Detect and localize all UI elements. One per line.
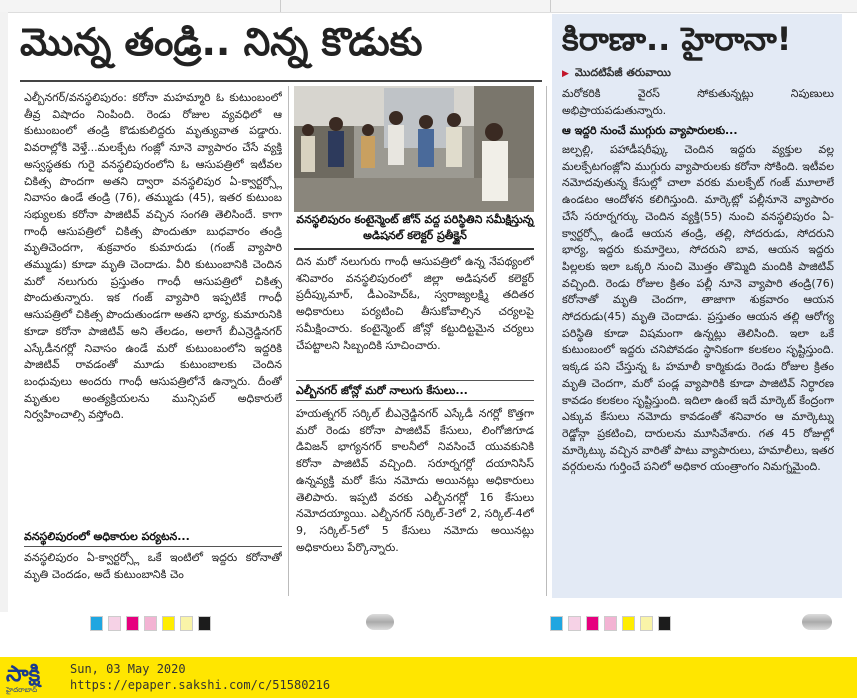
color-swatch [198, 616, 211, 631]
article-column-1-tail [24, 550, 282, 586]
color-swatch [658, 616, 671, 631]
color-swatch [108, 616, 121, 631]
color-swatch [180, 616, 193, 631]
color-swatch [550, 616, 563, 631]
logo-mark: సాక్షి [6, 662, 41, 687]
column-divider [546, 86, 547, 596]
color-swatch [144, 616, 157, 631]
footer-url[interactable]: https://epaper.sakshi.com/c/51580216 [70, 678, 331, 692]
page-gutter [0, 12, 8, 612]
top-strip-segment [30, 0, 281, 12]
subheading: ఎల్బీనగర్ జోన్లో మరో నాలుగు కేసులు... [296, 384, 468, 397]
registration-pill [366, 614, 394, 630]
color-swatch [90, 616, 103, 631]
byline [562, 66, 671, 82]
article-paragraph: జల్పల్లి, పహాడీషరీఫ్కు చెందిన ఇద్దరు వ్యక్తుల వల్ల మలక్పేటగంజ్లోని ముగ్గురు వ్యాపారులకు కరోనా సోకింది. ఇటీవల నమోదవుతున్న కేసుల్లో చాలా వరకు మలక్పేట్ గంజ్ మూలాలే ఉండటం ఆందోళన కలిగిస్తుంది. మార్కెట్లో పల్లీనూనె వ్యాపారం చేసే సరూర్నగర్కు చెందిన వ్యక్తి(55) నుంచి వనస్థలిపురం ఏ-క్వార్టర్స్లో ఉండే ఆయన తండ్రి, తల్లి, సోదరుడు, సోదరుని భార్య, ఇద్దరు కుమార్తెలు, సోదరుని బావ, ఆయన ఇద్దరు పిల్లలకు ఇలా ఒక్కరి నుంచి మొత్తం తొమ్మిది మందికి పాజిటివ్ వచ్చింది. రెండు రోజుల క్రితం పల్లీ నూనె వ్యాపారి తండ్రి(76) కరోనాతో మృతి చెందగా, తాజాగా శుక్రవారం ఆయన సోదరుడు(45) మృతి చెందాడు. ప్రస్తుతం ఆయన తల్లి ఆరోగ్య పరిస్థితి కూడా విషమంగా ఉన్నట్లు తెలిసింది. ఇలా ఒకే కుటుంబంలో ఇద్దరు చనిపోవడం స్థానికంగా కలకలం సృష్టిస్తుంది. ఇక్కడ పని చేస్తున్న ఓ హమాలీ కార్మికుడు రెండు రోజుల క్రితం మృతి చెందగా, మరో పండ్ల వ్యాపారికి కూడా పాజిటివ్ నిర్ధారణ కావడం కలకలం సృష్టిస్తుంది. ఇదిలా ఉంటే ఇదే మార్కెట్ కేంద్రంగా ఎక్కువ కేసులు నమోదు కావడంతో శనివారం ఆ మార్కెట్ను రెడ్జోన్గా ప్రకటించి, దారులను మూసివేశారు. గత 45 రోజుల్లో మార్కెట్కు వచ్చిన వారితో పాటు వ్యాపారులు, హమాలీలు, ఇతర వర్గరులను గుర్తించే పనిలో అధికార యంత్రాంగం నిమగ్నమైంది. [562, 143, 834, 474]
byline-text: మొదటిపేజీ తరువాయి [574, 66, 671, 79]
article-paragraph: మరోకరికి వైరస్ సోకుతున్నట్లు నిపుణులు అభిప్రాయపడుతున్నారు. [562, 87, 834, 117]
article-paragraph: హయత్నగర్ సర్కిల్ బీఎన్రెడ్డినగర్ ఎస్కేడీ నగర్లో కొత్తగా మరో రెండు కరోనా పాజిటివ్ కేసులు, లింగోజిగూడ డివిజన్ భాగ్యనగర్ కాలనీలో నివసించే యువకునికి కరోనా పాజిటివ్ వచ్చింది. సరూర్నగర్లో దయానిసిస్ ఉన్నవ్యక్తి మరో కేసు నమోదు అయినట్లు అధికారులు తెలిపారు. ఇప్పటి వరకు ఎల్బీనగర్లో 16 కేసులు నమోదయ్యాయి. ఎల్బీనగర్ సర్కిల్-3లో 2, సర్కిల్-4లో 9, సర్కిల్-5లో 5 కేసులు నమోదు అయినట్లు అధికారులు పేర్కొన్నారు. [296, 407, 534, 554]
subheading-rule [296, 400, 534, 401]
color-swatch [622, 616, 635, 631]
color-registration-bar [90, 616, 216, 631]
color-swatch [568, 616, 581, 631]
headline-rule [20, 80, 542, 82]
article-paragraph: వనస్థలిపురం ఏ-క్వార్టర్స్లో ఒకే ఇంటిలో ఇద్దరు కరోనాతో మృతి చెందడం, అదే కుటుంబానికి చెం [24, 551, 282, 581]
sakshi-logo[interactable] [6, 662, 62, 694]
footer-date: Sun, 03 May 2020 [70, 662, 186, 676]
headline-right: కిరాణా.. హైరానా! [562, 20, 792, 58]
headline-left: మొన్న తండ్రి.. నిన్న కొడుకు [20, 20, 423, 64]
news-photo [294, 86, 534, 212]
subheading: వనస్థలిపురంలో అధికారుల పర్యటన... [24, 530, 190, 543]
article-column-2 [296, 254, 534, 374]
color-swatch [640, 616, 653, 631]
top-margin-strip [0, 0, 857, 13]
column-divider [288, 86, 289, 596]
article-column-2-tail [296, 406, 534, 596]
color-swatch [126, 616, 139, 631]
photo-image [294, 86, 534, 212]
color-registration-bar [550, 616, 676, 631]
article-column-3-intro [562, 86, 834, 120]
logo-subtext: హైదరాబాద్ [6, 686, 38, 694]
subheading: ఆ ఇద్దరి నుంచే ముగ్గురు వ్యాపారులకు... [562, 124, 738, 137]
top-strip-segment [290, 0, 551, 12]
article-paragraph: దిన మరో నలుగురు గాంధీ ఆసుపత్రిలో ఉన్న నేపథ్యంలో శనివారం వనస్థలిపురంలో జిల్లా అడిషనల్ కలెక్టర్ ప్రదీప్కుమార్, డీఎంహెచ్ఓ, స్వరాజ్యలక్ష్మి తదితర అధికారులు పర్యటించి తీసుకోవాల్సిన చర్యలపై సమీక్షించారు. కంటైన్మెంట్ జోన్లో కట్టుదిట్టమైన చర్యలు చేపట్టాలని సిబ్బందికి సూచించారు. [296, 255, 534, 352]
subheading-rule [296, 380, 534, 381]
subheading-rule [24, 546, 282, 547]
color-swatch [162, 616, 175, 631]
color-swatch [604, 616, 617, 631]
caption-rule [294, 248, 534, 250]
triangle-icon: ▶ [562, 69, 569, 79]
photo-caption: వనస్థలిపురం కంటైన్మెంట్ జోన్ వద్ద పరిస్థితిని సమీక్షిస్తున్న అడిషనల్ కలెక్టర్ ప్రతీక్జైన్ [296, 213, 534, 242]
article-column-1 [24, 90, 282, 526]
color-swatch [586, 616, 599, 631]
article-paragraph: ఎల్బీనగర్/వనస్థలిపురం: కరోనా మహమ్మారి ఓ కుటుంబంలో తీవ్ర విషాదం నింపింది. రెండు రోజుల వ్యవధిలో ఆ కుటుంబంలో తండ్రి కొడుకులిద్దరు మృత్యువాత పడ్డారు. వివరాల్లోకి వెళ్తే...మలక్పేట గంజ్లో నూనె వ్యాపారం చేసే వ్యక్తి అస్వస్థతకు గురై వనస్థలిపురంలోని ఓ ఆసుపత్రిలో ఇటీవల చికిత్స పొందగా అతని ద్వారా వనస్థలిపుర ఏ-క్వార్టర్స్లో నివాసం ఉండే తండ్రి (76), తమ్ముడు (45), ఇతర కుటుంబ సభ్యులకు కరోనా పాజిటివ్ వచ్చిన సంగతి తెలిసిందే. కాగా గాంధీ ఆసుపత్రిలో చికిత్స పొందుతూ బుధవారం తండ్రి మృతిచెందగా, శుక్రవారం కుమారుడు (గంజ్ వ్యాపారి తమ్ముడు) కూడా మృతి చెందాడు. వీరి కుటుంబానికి చెందిన మరో నలుగురు ప్రస్తుతం గాంధీ ఆసుపత్రిలో చికిత్స పొందుతున్నారు. ఇక గంజ్ వ్యాపారి ఇప్పటికే గాంధీ ఆసుపత్రిలో చికిత్స పొందుతుండగా అతని భార్య, కుమారునికి కూడా కరోనా పాజిటివ్ అని తేలడం, అలాగే బీఎన్రెడ్డినగర్ ఎస్కేడీనగర్లో నివాసం ఉండే మరో కుటుంబంలోని ఇద్దరికి పాజిటివ్ రావడంతో మూడు కుటుంబాలకు చెందిన బంధువులు అందరు గాంధీ ఆసుపత్రిలోనే ఉన్నారు. దీంతో మృతుల అంత్యక్రియలను మున్సిపల్ అధికారులే నిర్వహించాల్సి వస్తోంది. [24, 91, 282, 422]
article-column-3 [562, 142, 834, 584]
registration-pill [802, 614, 832, 630]
